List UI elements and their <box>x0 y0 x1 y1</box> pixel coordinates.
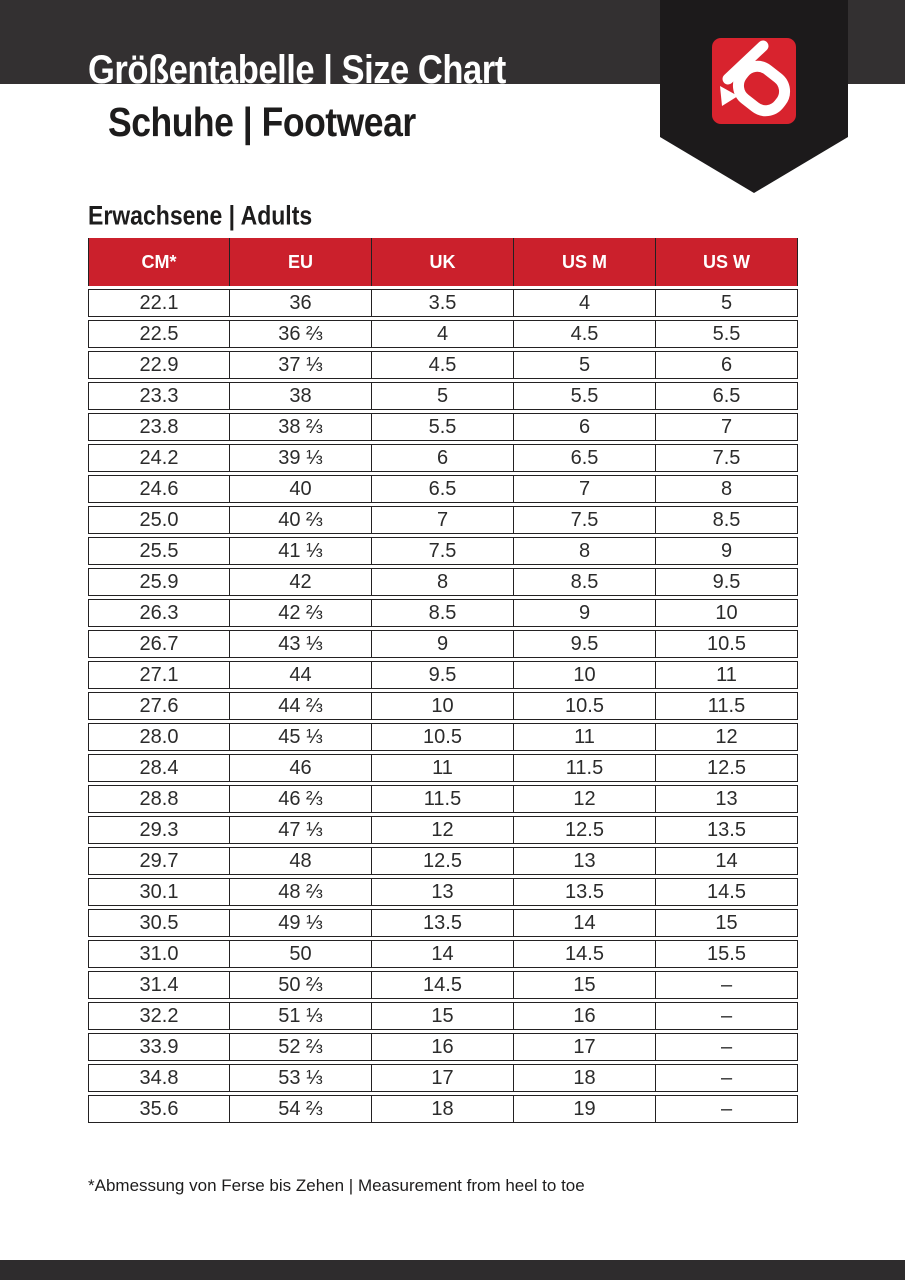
table-cell: 5.5 <box>514 382 656 410</box>
table-cell: 5.5 <box>656 320 798 348</box>
table-cell: 10 <box>372 692 514 720</box>
table-cell: 8.5 <box>372 599 514 627</box>
table-cell: 6 <box>656 351 798 379</box>
table-cell: 22.1 <box>88 289 230 317</box>
table-cell: 13 <box>656 785 798 813</box>
table-cell: 11 <box>514 723 656 751</box>
table-row <box>88 971 798 999</box>
table-cell: 17 <box>372 1064 514 1092</box>
table-cell: 17 <box>514 1033 656 1061</box>
table-cell: – <box>656 1064 798 1092</box>
table-cell: 50 ⅔ <box>230 971 372 999</box>
table-row <box>88 847 798 875</box>
table-cell: 49 ⅓ <box>230 909 372 937</box>
table-cell: 45 ⅓ <box>230 723 372 751</box>
table-cell: 4 <box>372 320 514 348</box>
table-row <box>88 940 798 968</box>
table-row <box>88 661 798 689</box>
table-cell: 28.4 <box>88 754 230 782</box>
brand-ribbon <box>660 0 848 193</box>
column-header: EU <box>230 238 372 286</box>
table-cell: 16 <box>372 1033 514 1061</box>
table-cell: 5 <box>656 289 798 317</box>
table-cell: 11.5 <box>656 692 798 720</box>
table-cell: 40 ⅔ <box>230 506 372 534</box>
table-cell: 6.5 <box>372 475 514 503</box>
table-cell: 51 ⅓ <box>230 1002 372 1030</box>
table-cell: 7 <box>656 413 798 441</box>
table-cell: 14.5 <box>514 940 656 968</box>
table-cell: 11.5 <box>372 785 514 813</box>
table-row <box>88 382 798 410</box>
table-cell: 46 <box>230 754 372 782</box>
table-cell: 9.5 <box>656 568 798 596</box>
page-title: Größentabelle | Size Chart <box>88 46 506 92</box>
table-cell: 16 <box>514 1002 656 1030</box>
table-cell: 32.2 <box>88 1002 230 1030</box>
table-cell: – <box>656 971 798 999</box>
table-cell: 10 <box>656 599 798 627</box>
table-cell: 12 <box>514 785 656 813</box>
table-cell: 19 <box>514 1095 656 1123</box>
table-cell: 29.3 <box>88 816 230 844</box>
table-cell: 24.2 <box>88 444 230 472</box>
table-row <box>88 1064 798 1092</box>
table-cell: 14.5 <box>372 971 514 999</box>
table-cell: 14.5 <box>656 878 798 906</box>
table-cell: 47 ⅓ <box>230 816 372 844</box>
size-chart-table <box>88 235 798 1126</box>
table-cell: 13 <box>514 847 656 875</box>
table-row <box>88 1033 798 1061</box>
table-cell: 34.8 <box>88 1064 230 1092</box>
table-row <box>88 1095 798 1123</box>
table-cell: 5 <box>372 382 514 410</box>
table-row <box>88 475 798 503</box>
table-cell: 44 <box>230 661 372 689</box>
table-cell: 14 <box>656 847 798 875</box>
table-cell: 8.5 <box>656 506 798 534</box>
table-cell: 5 <box>514 351 656 379</box>
table-cell: 8 <box>656 475 798 503</box>
table-cell: 38 ⅔ <box>230 413 372 441</box>
column-header: US M <box>514 238 656 286</box>
table-cell: 15.5 <box>656 940 798 968</box>
table-cell: 22.5 <box>88 320 230 348</box>
table-cell: 43 ⅓ <box>230 630 372 658</box>
table-cell: 48 <box>230 847 372 875</box>
table-cell: 9.5 <box>372 661 514 689</box>
table-cell: 6 <box>372 444 514 472</box>
table-cell: – <box>656 1002 798 1030</box>
table-cell: 6.5 <box>514 444 656 472</box>
table-cell: 13.5 <box>372 909 514 937</box>
table-cell: 15 <box>372 1002 514 1030</box>
table-cell: 9 <box>514 599 656 627</box>
table-cell: 7 <box>514 475 656 503</box>
table-cell: 53 ⅓ <box>230 1064 372 1092</box>
table-cell: 18 <box>372 1095 514 1123</box>
table-cell: 10 <box>514 661 656 689</box>
table-cell: 48 ⅔ <box>230 878 372 906</box>
table-cell: 12 <box>656 723 798 751</box>
table-cell: 31.4 <box>88 971 230 999</box>
table-row <box>88 320 798 348</box>
table-cell: 25.9 <box>88 568 230 596</box>
table-cell: 15 <box>514 971 656 999</box>
table-cell: 42 <box>230 568 372 596</box>
table-cell: 50 <box>230 940 372 968</box>
table-cell: 9 <box>656 537 798 565</box>
table-cell: 38 <box>230 382 372 410</box>
column-header: UK <box>372 238 514 286</box>
table-cell: 4.5 <box>372 351 514 379</box>
table-row <box>88 754 798 782</box>
table-cell: 10.5 <box>514 692 656 720</box>
table-cell: 9.5 <box>514 630 656 658</box>
table-cell: 28.8 <box>88 785 230 813</box>
table-row <box>88 723 798 751</box>
table-cell: 31.0 <box>88 940 230 968</box>
table-row <box>88 351 798 379</box>
table-cell: 3.5 <box>372 289 514 317</box>
table-cell: 7 <box>372 506 514 534</box>
table-cell: 24.6 <box>88 475 230 503</box>
table-cell: 42 ⅔ <box>230 599 372 627</box>
table-cell: 8.5 <box>514 568 656 596</box>
table-cell: 40 <box>230 475 372 503</box>
table-cell: 25.5 <box>88 537 230 565</box>
table-cell: 41 ⅓ <box>230 537 372 565</box>
table-cell: 10.5 <box>372 723 514 751</box>
table-cell: 25.0 <box>88 506 230 534</box>
table-cell: 27.1 <box>88 661 230 689</box>
column-header: CM* <box>88 238 230 286</box>
table-cell: 12.5 <box>514 816 656 844</box>
bottom-band <box>0 1260 905 1280</box>
table-cell: 27.6 <box>88 692 230 720</box>
table-row <box>88 630 798 658</box>
table-cell: 26.3 <box>88 599 230 627</box>
table-row <box>88 413 798 441</box>
table-cell: 22.9 <box>88 351 230 379</box>
table-cell: 23.8 <box>88 413 230 441</box>
table-cell: 6 <box>514 413 656 441</box>
five-ten-logo-icon <box>712 38 796 124</box>
table-cell: 12.5 <box>656 754 798 782</box>
table-cell: 7.5 <box>372 537 514 565</box>
table-cell: 37 ⅓ <box>230 351 372 379</box>
table-cell: 39 ⅓ <box>230 444 372 472</box>
table-cell: 36 <box>230 289 372 317</box>
table-cell: 13 <box>372 878 514 906</box>
table-row <box>88 878 798 906</box>
table-cell: 35.6 <box>88 1095 230 1123</box>
section-title: Erwachsene | Adults <box>88 200 313 232</box>
table-cell: 11.5 <box>514 754 656 782</box>
table-row <box>88 537 798 565</box>
footnote: *Abmessung von Ferse bis Zehen | Measurement from heel to toe <box>88 1176 585 1195</box>
table-cell: 28.0 <box>88 723 230 751</box>
table-cell: 14 <box>372 940 514 968</box>
table-cell: 9 <box>372 630 514 658</box>
table-row <box>88 444 798 472</box>
page-subtitle: Schuhe | Footwear <box>108 99 416 145</box>
table-cell: 23.3 <box>88 382 230 410</box>
table-cell: – <box>656 1095 798 1123</box>
table-cell: 14 <box>514 909 656 937</box>
table-cell: 46 ⅔ <box>230 785 372 813</box>
table-row <box>88 568 798 596</box>
table-cell: 18 <box>514 1064 656 1092</box>
table-cell: 5.5 <box>372 413 514 441</box>
table-cell: 11 <box>372 754 514 782</box>
table-row <box>88 506 798 534</box>
table-cell: 11 <box>656 661 798 689</box>
table-cell: 8 <box>514 537 656 565</box>
table-cell: 7.5 <box>514 506 656 534</box>
table-cell: 7.5 <box>656 444 798 472</box>
table-cell: 4.5 <box>514 320 656 348</box>
table-cell: 30.1 <box>88 878 230 906</box>
table-cell: 36 ⅔ <box>230 320 372 348</box>
table-cell: 13.5 <box>514 878 656 906</box>
table-cell: 30.5 <box>88 909 230 937</box>
table-cell: 6.5 <box>656 382 798 410</box>
table-cell: 52 ⅔ <box>230 1033 372 1061</box>
table-cell: 12 <box>372 816 514 844</box>
table-cell: 8 <box>372 568 514 596</box>
table-header-row <box>88 238 798 286</box>
table-cell: – <box>656 1033 798 1061</box>
table-row <box>88 1002 798 1030</box>
table-cell: 10.5 <box>656 630 798 658</box>
table-cell: 12.5 <box>372 847 514 875</box>
table-row <box>88 909 798 937</box>
table-row <box>88 289 798 317</box>
table-cell: 13.5 <box>656 816 798 844</box>
table-row <box>88 785 798 813</box>
table-row <box>88 599 798 627</box>
table-row <box>88 692 798 720</box>
table-cell: 33.9 <box>88 1033 230 1061</box>
table-cell: 29.7 <box>88 847 230 875</box>
table-cell: 26.7 <box>88 630 230 658</box>
table-row <box>88 816 798 844</box>
table-cell: 54 ⅔ <box>230 1095 372 1123</box>
table-cell: 15 <box>656 909 798 937</box>
column-header: US W <box>656 238 798 286</box>
table-cell: 44 ⅔ <box>230 692 372 720</box>
table-cell: 4 <box>514 289 656 317</box>
